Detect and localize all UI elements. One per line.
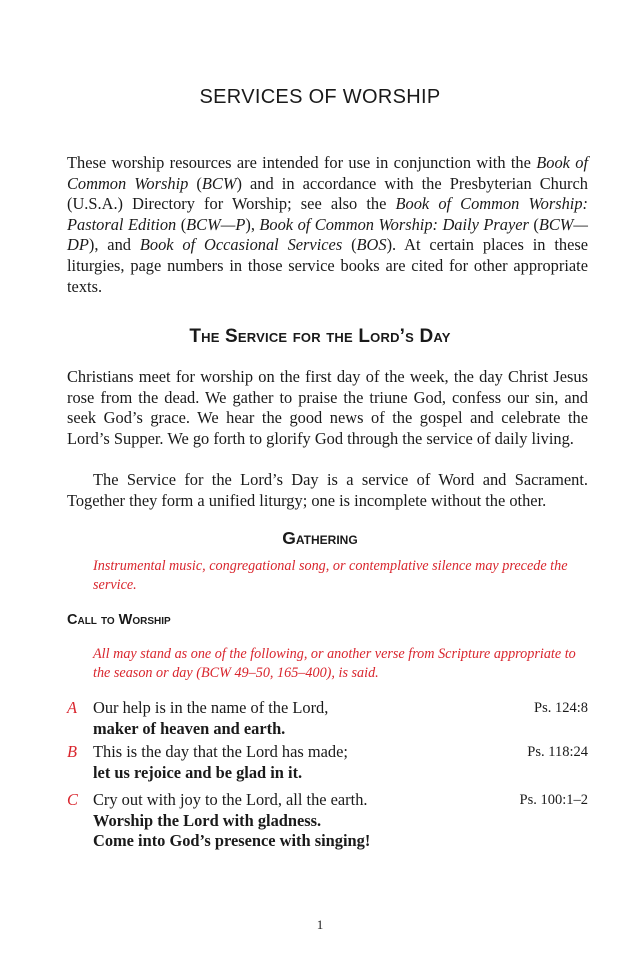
call-to-worship-rubric: All may stand as one of the following, or another verse from Scripture appropriate to the season or day (BCW 49–50, 165–400), is said.	[93, 646, 576, 681]
intro-text: These worship resources are intended for use in conjunction with the	[67, 153, 537, 172]
response-line: Come into God’s presence with singing!	[93, 831, 371, 851]
page-number: 1	[316, 917, 324, 932]
leader-line: This is the day that the Lord has made;	[93, 742, 348, 761]
gathering-heading: Gathering	[282, 528, 358, 548]
verse-letter: A	[67, 698, 78, 717]
intro-abbreviation: BOS	[356, 235, 387, 255]
intro-text: (	[188, 173, 202, 193]
scripture-reference: Ps. 100:1–2	[519, 792, 588, 808]
intro-text: ), and	[88, 235, 140, 255]
intro-text: (	[176, 214, 187, 234]
body-paragraph: The Service for the Lord’s Day is a service of Word and Sacrament. Together they form a unified liturgy; one is incomplete without the other.	[67, 470, 588, 510]
intro-abbreviation: BCW	[201, 173, 237, 193]
gathering-rubric: Instrumental music, congregational song, or contemplative silence may precede the service.	[93, 558, 568, 593]
response-line: let us rejoice and be glad in it.	[93, 762, 303, 782]
body-paragraph: Christians meet for worship on the first day of the week, the day Christ Jesus rose from the dead. We gather to praise the triune God, confess our sin, and seek God’s grace. We hear the good news of the gospel and celebrate the Lord’s Supper. We go forth to glorify God through the service of daily living.	[67, 367, 588, 448]
leader-line: Cry out with joy to the Lord, all the earth.	[93, 790, 368, 809]
scripture-reference: Ps. 118:24	[527, 744, 588, 760]
intro-book-title: Book of Common Worship: Pastoral Edition	[67, 194, 589, 234]
intro-text: ). At certain places in these liturgies, page numbers in those service books are cited for other appropriate texts.	[67, 235, 589, 296]
intro-text: ),	[245, 214, 260, 234]
intro-book-title: Book of Common Worship: Daily Prayer	[259, 214, 529, 234]
intro-text: (	[342, 235, 357, 255]
response-line: maker of heaven and earth.	[93, 718, 286, 738]
intro-abbreviation: BCW—P	[186, 214, 246, 234]
intro-abbreviation: BCW—DP	[67, 214, 589, 255]
verse-lines	[93, 742, 523, 783]
verse-letter: C	[67, 790, 78, 809]
intro-text: ) and in accordance with the Presbyterian Church (U.S.A.) Directory for Worship; see also the	[67, 173, 588, 214]
response-line: Worship the Lord with gladness.	[93, 810, 322, 830]
intro-book-title: Book of Occasional Services	[139, 235, 343, 255]
verse-lines	[93, 790, 523, 852]
intro-text: (	[528, 214, 539, 234]
call-to-worship-heading: Call to Worship	[67, 612, 171, 628]
scripture-reference: Ps. 124:8	[534, 700, 588, 716]
verse-letter: B	[67, 742, 78, 761]
verse-lines	[93, 698, 523, 739]
intro-paragraph	[67, 153, 588, 297]
page-title: SERVICES OF WORSHIP	[199, 86, 441, 108]
leader-line: Our help is in the name of the Lord,	[93, 698, 329, 717]
intro-book-title: Book of Common Worship	[67, 153, 588, 193]
section-heading: The Service for the Lord’s Day	[189, 326, 451, 347]
